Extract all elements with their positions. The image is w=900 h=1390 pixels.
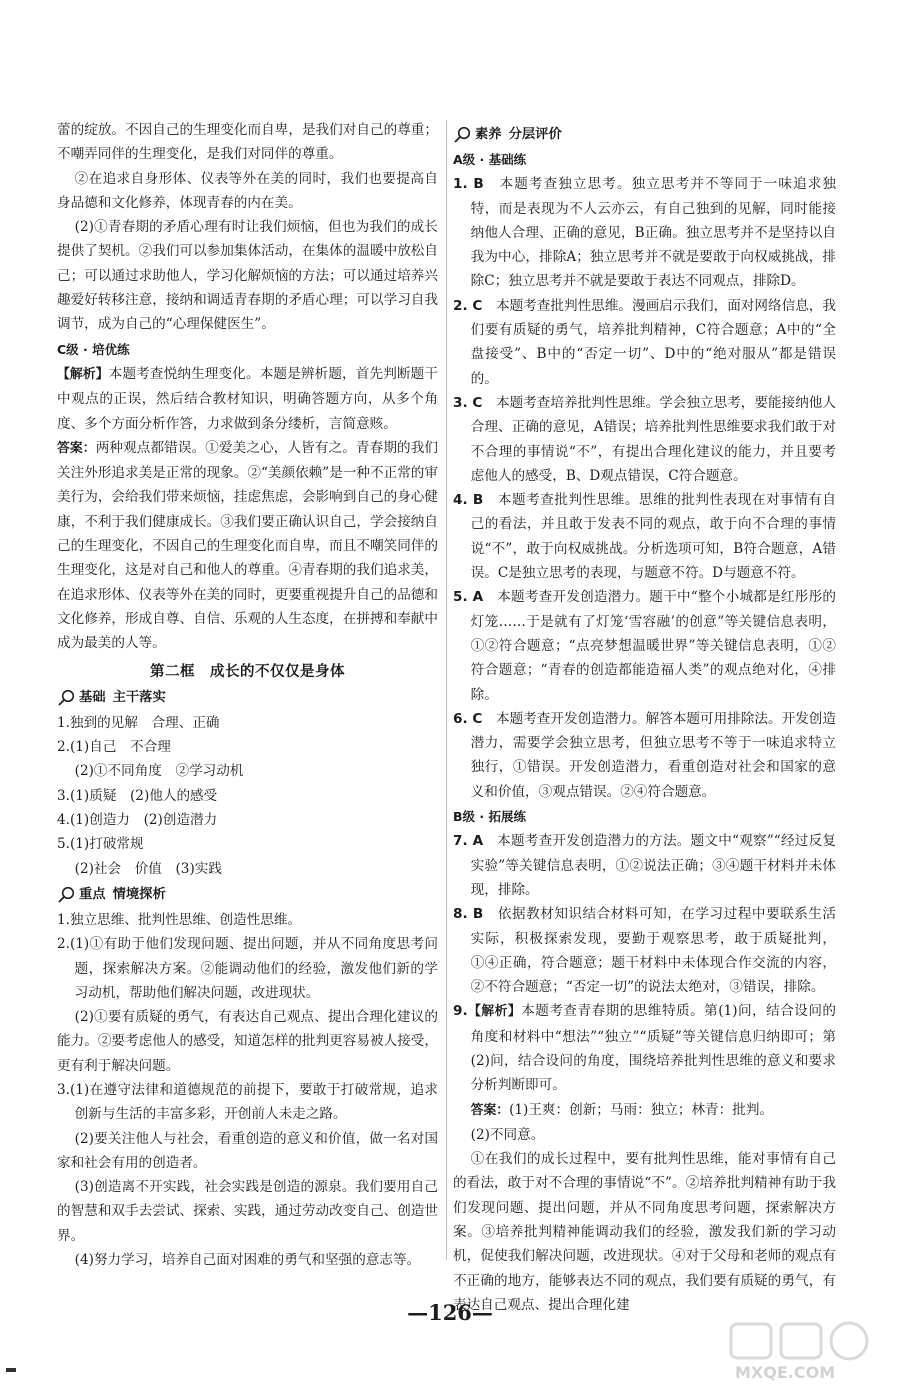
magnifier-icon bbox=[57, 886, 77, 904]
jichu-subtitle: 主干落实 bbox=[112, 689, 166, 705]
zhongdian-item: 2.(1)①有助于他们发现问题、提出问题，并从不同角度思考问题，探索解决方案。②能调动他们的经验，激发他们新的学习动机，帮助他们解决问题，改进现状。 bbox=[57, 936, 438, 1001]
jichu-item: 1.独到的见解 合理、正确 bbox=[57, 714, 220, 731]
column-divider bbox=[446, 120, 447, 1260]
magnifier-icon bbox=[57, 689, 77, 707]
suyang-subtitle: 分层评价 bbox=[508, 126, 562, 142]
answer-label: 答案： bbox=[57, 440, 96, 456]
question-item bbox=[453, 391, 836, 488]
jichu-item: 3.(1)质疑 (2)他人的感受 bbox=[57, 787, 218, 804]
answer-line: ①在我们的成长过程中，要有批判性思维，能对事情有自己的看法，敢于对不合理的事情说“不”。②培养批判精神有助于我们发现问题、提出问题，并从不同角度思考问题，探索解决方案。③培养批判精神能调动我们的经验，激发我们新的学习动机，促使我们解决问题，改进现状。④对于父母和老师的观点有不正确的地方，能够表达不同的观点，我们要有质疑的勇气，有表达自己观点、提出合理化建 bbox=[453, 1151, 836, 1313]
question-number: 2. C bbox=[453, 297, 483, 314]
answer-line bbox=[453, 1098, 836, 1123]
intro-paragraph-2: ②在追求自身形体、仪表等外在美的同时，我们也要提高自身品德和文化修养，体现青春的内在美。 bbox=[57, 170, 438, 211]
question-item bbox=[453, 172, 836, 293]
jichu-section-header bbox=[57, 687, 438, 709]
question-text: 本题考查批判性思维。思维的批判性表现在对事情有自己的看法，并且敢于发表不同的观点，敢于向不合理的事情说“不”，敢于向权威挑战。分析选项可知，B符合题意，A错误。C是独立思考的表现，与题意不符。D与题意不符。 bbox=[470, 492, 837, 582]
zhongdian-item: 3.(1)在遵守法律和道德规范的前提下，要敢于打破常规，追求创新与生活的丰富多彩，开创前人未走之路。 bbox=[57, 1081, 438, 1123]
intro-paragraph-1: 蕾的绽放。不因自己的生理变化而自卑，是我们对自己的尊重；不嘲弄同伴的生理变化，是我们对同伴的尊重。 bbox=[57, 122, 438, 163]
question-item bbox=[453, 829, 836, 902]
answer-text: (1)王爽：创新；马雨：独立；林青：批判。 bbox=[509, 1101, 774, 1118]
jichu-item: 4.(1)创造力 (2)创造潜力 bbox=[57, 812, 218, 829]
question-number: 9. bbox=[453, 1003, 468, 1020]
question-number: 4. B bbox=[453, 492, 484, 509]
analysis-label: 【解析】 bbox=[57, 366, 109, 382]
question-text: 本题考查开发创造潜力。题干中“整个小城都是红彤彤的灯笼……于是就有了灯笼‘雪容融’的创意”等关键信息表明，①②符合题意；“点亮梦想温暖世界”等关键信息表明，①②符合题意；“青春的创造都能造福人类”的观点绝对化，④排除。 bbox=[470, 589, 836, 703]
zhongdian-subtitle: 情境探析 bbox=[112, 886, 166, 902]
jichu-item: (2)社会 价值 (3)实践 bbox=[74, 860, 222, 877]
section-title: 第二框 成长的不仅仅是身体 bbox=[150, 663, 345, 680]
question-number: 7. A bbox=[453, 833, 484, 850]
answer-text: 两种观点都错误。①爱美之心，人皆有之。青春期的我们关注外形追求美是正常的现象。②“美颜依赖”是一种不正常的审美行为，会给我们带来烦恼，挂虑焦虑，会影响到自己的身心健康，不利于我们健康成长。③我们要正确认识自己，学会接纳自己的生理变化，不因自己的生理变化而自卑，而且不嘲笑同伴的生理变化，这是对自己和他人的尊重。④青春期的我们追求美，在追求形体、仪表等外在美的同时，更要重视提升自己的品德和文化修养，形成自尊、自信、乐观的人生态度，在拼搏和奉献中成为最美的人等。 bbox=[57, 439, 439, 652]
question-item bbox=[453, 294, 836, 391]
zhongdian-title: 重点 bbox=[79, 886, 106, 902]
jichu-title: 基础 bbox=[79, 689, 106, 705]
jichu-item: (2)①不同角度 ②学习动机 bbox=[74, 763, 244, 780]
question-item bbox=[453, 707, 836, 804]
question-text: 本题考查开发创造潜力。解答本题可用排除法。开发创造潜力，需要学会独立思考，但独立思考不等于一味追求特立独行，①错误。开发创造潜力，看重创造对社会和国家的意义和价值，③观点错误。②④符合题意。 bbox=[470, 710, 837, 800]
right-column bbox=[453, 118, 836, 1317]
answer-label: 答案： bbox=[470, 1102, 510, 1118]
question-number: 6. C bbox=[453, 710, 483, 727]
suyang-title: 素养 bbox=[475, 126, 502, 142]
zhongdian-item: (3)创造离不开实践，社会实践是创造的源泉。我们要用自己的智慧和双手去尝试、探索、实践，通过劳动改变自己、创造世界。 bbox=[57, 1179, 438, 1244]
zhongdian-item: (4)努力学习，培养自己面对困难的勇气和坚强的意志等。 bbox=[74, 1252, 421, 1269]
question-number: 8. B bbox=[453, 906, 484, 923]
answer-line: (2)不同意。 bbox=[470, 1126, 545, 1143]
question-text: 本题考查培养批判性思维。学会独立思考，要能接纳他人合理、正确的意见，A错误；培养批判性思维要求我们敢于对不合理的事情说“不”，有提出合理化建议的能力，并且要考虑他人的感受，B、D观点错误，C符合题意。 bbox=[470, 394, 837, 484]
question-text: 本题考查青春期的思维特质。第(1)问，结合设问的角度和材料中“想法”“独立”“质疑”等关键信息归纳即可；第(2)问，结合设问的角度，围绕培养批判性思维的意义和要求分析判断即可。 bbox=[470, 1003, 836, 1094]
level-a-heading: A级 · 基础练 bbox=[453, 152, 527, 167]
jichu-item: 2.(1)自己 不合理 bbox=[57, 739, 171, 756]
intro-paragraph-3: (2)①青春期的矛盾心理有时让我们烦恼，但也为我们的成长提供了契机。②我们可以参加集体活动，在集体的温暖中放松自己；可以通过求助他人，学习化解烦恼的方法；可以通过培养兴趣爱好转移注意，接纳和调适青春期的矛盾心理；可以学习自我调节，成为自己的“心理保健医生”。 bbox=[57, 219, 438, 333]
question-item bbox=[453, 585, 836, 706]
question-item bbox=[453, 488, 836, 585]
page-number: —126— bbox=[407, 1300, 493, 1325]
magnifier-icon bbox=[453, 126, 473, 144]
analysis-text: 本题考查悦纳生理变化。本题是辨析题，首先判断题干中观点的正误，然后结合教材知识，明确答题方向，从多个角度、多个方面分析作答，力求做到条分缕析，言简意赅。 bbox=[57, 365, 439, 432]
analysis-label: 【解析】 bbox=[467, 1004, 522, 1020]
left-column bbox=[57, 118, 438, 1272]
question-text: 本题考查开发创造潜力的方法。题文中“观察”“经过反复实验”等关键信息表明，①②说法正确；③④题干材料并未体现，排除。 bbox=[470, 833, 836, 898]
suyang-section-header bbox=[453, 124, 836, 146]
zhongdian-section-header bbox=[57, 884, 438, 906]
question-text: 本题考查批判性思维。漫画启示我们，面对网络信息，我们要有质疑的勇气，培养批判精神，C符合题意；A中的“全盘接受”、B中的“否定一切”、D中的“绝对服从”都是错误的。 bbox=[470, 297, 837, 387]
question-number: 3. C bbox=[453, 394, 483, 411]
level-b-heading: B级 · 拓展练 bbox=[453, 809, 526, 825]
page-corner-mark bbox=[6, 1368, 16, 1372]
zhongdian-item: 1.独立思维、批判性思维、创造性思维。 bbox=[57, 911, 302, 928]
jichu-item: 5.(1)打破常规 bbox=[57, 836, 144, 853]
question-item bbox=[453, 902, 836, 999]
zhongdian-item: (2)要关注他人与社会，看重创造的意义和价值，做一名对国家和社会有用的创造者。 bbox=[57, 1130, 438, 1171]
zhongdian-item: (2)①要有质疑的勇气，有表达自己观点、提出合理化建议的能力。②要考虑他人的感受，知道怎样的批判更容易被人接受，更有利于解决问题。 bbox=[57, 1009, 438, 1074]
watermark-logo bbox=[727, 1318, 887, 1384]
question-number: 5. A bbox=[453, 589, 484, 606]
question-text: 依据教材知识结合材料可知，在学习过程中要联系生活实际，积极探索发现，要勤于观察思考，敢于质疑批判，①④正确，符合题意；题干材料中未体现合作交流的内容，②不符合题意；“否定一切”的说法太绝对，③错误，排除。 bbox=[470, 906, 837, 996]
level-c-heading: C级 · 培优练 bbox=[57, 341, 130, 357]
question-text: 本题考查独立思考。独立思考并不等同于一味追求独特，而是表现为不人云亦云，有自己独到的见解，同时能接纳他人合理、正确的意见，B正确。独立思考并不是坚持以自我为中心，排除A；独立思考并不就是要敢于向权威挑战，排除C；独立思考并不就是要敢于表达不同观点，排除D。 bbox=[470, 176, 837, 290]
question-number: 1. B bbox=[453, 176, 484, 193]
svg-text:MXQE.COM: MXQE.COM bbox=[735, 1363, 836, 1382]
question-item bbox=[453, 999, 836, 1097]
